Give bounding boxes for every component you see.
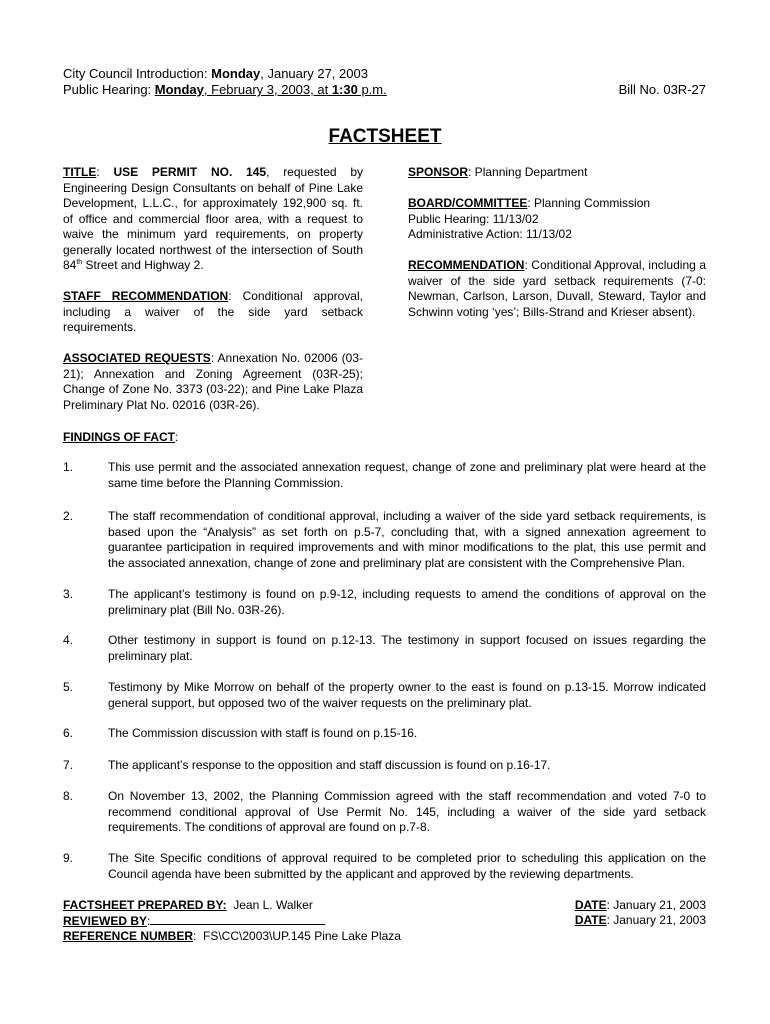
title-separator: : xyxy=(96,165,114,179)
finding-item xyxy=(63,633,706,664)
document-title: FACTSHEET xyxy=(328,126,442,147)
hearing-time: 1:30 xyxy=(331,82,358,97)
associated-requests-paragraph xyxy=(63,351,363,413)
recommendation-label: RECOMMENDATION xyxy=(408,258,525,272)
finding-number: 1. xyxy=(63,460,74,474)
finding-number: 5. xyxy=(63,680,74,694)
reviewed-by-colon: : xyxy=(147,914,151,928)
finding-number: 8. xyxy=(63,789,74,803)
findings-colon: : xyxy=(175,430,179,444)
finding-item xyxy=(63,758,706,774)
sponsor-text: : Planning Department xyxy=(468,165,588,179)
staff-recommendation-label: STAFF RECOMMENDATION xyxy=(63,289,229,303)
bill-number: Bill No. 03R-27 xyxy=(618,82,706,97)
finding-number: 2. xyxy=(63,509,74,523)
prepared-by-name: Jean L. Walker xyxy=(226,898,313,912)
findings-label: FINDINGS OF FACT xyxy=(63,430,175,444)
prepared-date xyxy=(575,898,706,914)
finding-item xyxy=(63,726,706,742)
finding-item xyxy=(63,509,706,571)
intro-day: Monday xyxy=(211,66,261,81)
reviewed-by-line xyxy=(63,913,706,930)
hearing-ampm: p.m. xyxy=(357,82,387,97)
board-paragraph xyxy=(408,196,706,243)
ordinal-suffix: th xyxy=(76,259,83,266)
finding-text: The applicant’s testimony is found on p.9-12, including requests to amend the conditions of approval on the preliminary plat (Bill No. 03R-26). xyxy=(108,587,706,617)
finding-text: Testimony by Mike Morrow on behalf of the property owner to the east is found on p.13-15. Morrow indicated general support, but opposed two of the waiver requests on the preliminary plat. xyxy=(108,680,706,710)
finding-text: The applicant’s response to the opposition and staff discussion is found on p.16-17. xyxy=(108,758,551,772)
findings-of-fact-heading xyxy=(63,430,178,444)
associated-requests-label: ASSOCIATED REQUESTS xyxy=(63,351,211,365)
date-value: : January 21, 2003 xyxy=(606,913,706,927)
date-label: DATE xyxy=(574,898,607,912)
finding-text: Other testimony in support is found on p.12-13. The testimony in support focused on issues regarding the preliminary plat. xyxy=(108,633,706,663)
reference-number-label: REFERENCE NUMBER xyxy=(63,929,194,943)
council-introduction-line xyxy=(63,66,368,82)
finding-number: 3. xyxy=(63,587,74,601)
date-value: : January 21, 2003 xyxy=(606,898,706,912)
title-text: , requested by Engineering Design Consultants on behalf of Pine Lake Development, L.L.C., for approximately 192,900 sq. ft. of office and commercial floor area, with a request to waive the minimum yard requirements, on property generally located northwest of the intersection of South 84 xyxy=(63,165,363,272)
hearing-date-underlined xyxy=(155,82,387,97)
finding-text: This use permit and the associated annexation request, change of zone and preliminary plat were heard at the same time before the Planning Commission. xyxy=(108,460,706,490)
reviewed-by-signature-line xyxy=(150,913,325,925)
right-column xyxy=(408,165,706,336)
finding-number: 6. xyxy=(63,726,74,740)
title-label: TITLE xyxy=(63,165,97,179)
finding-item xyxy=(63,587,706,618)
reviewed-by-label: REVIEWED BY xyxy=(63,914,148,928)
title-end: Street and Highway 2. xyxy=(82,258,204,272)
left-column xyxy=(63,165,363,429)
title-paragraph xyxy=(63,165,363,274)
recommendation-paragraph xyxy=(408,258,706,320)
prepared-by-label: FACTSHEET PREPARED BY: xyxy=(63,898,227,912)
finding-item xyxy=(63,680,706,711)
date-label: DATE xyxy=(574,913,607,927)
recommendation-text: : Conditional Approval, including a waiver of the side yard setback requirements (7-0: Newman, Carlson, Larson, Duvall, Steward, Taylor and Schwinn voting ‘yes’; Bills-Strand and Krieser absent). xyxy=(408,258,706,319)
board-committee-text: : Planning Commission xyxy=(527,196,651,210)
staff-recommendation-text: : Conditional approval, including a waiver of the side yard setback requirements. xyxy=(63,289,363,334)
intro-label: City Council Introduction: xyxy=(63,66,212,81)
use-permit-number: USE PERMIT NO. 145 xyxy=(113,165,267,179)
finding-item xyxy=(63,851,706,882)
hearing-label: Public Hearing: xyxy=(63,82,155,97)
finding-number: 7. xyxy=(63,758,74,772)
finding-text: The Site Specific conditions of approval required to be completed prior to scheduling this application on the Council agenda have been submitted by the applicant and approved by the reviewing departments. xyxy=(108,851,706,881)
public-hearing-line xyxy=(63,82,387,98)
board-committee-label: BOARD/COMMITTEE xyxy=(408,196,528,210)
sponsor-paragraph xyxy=(408,165,706,181)
associated-requests-text: : Annexation No. 02006 (03-21); Annexation and Zoning Agreement (03R-25); Change of Zone No. 3373 (03-22); and Pine Lake Plaza Preliminary Plat No. 02016 (03R-26). xyxy=(63,351,364,412)
board-administrative-action: Administrative Action: 11/13/02 xyxy=(408,227,572,241)
sponsor-label: SPONSOR xyxy=(408,165,469,179)
reviewed-date xyxy=(575,913,706,929)
hearing-date: , February 3, 2003, at xyxy=(203,82,332,97)
reference-number-text: : FS\CC\2003\UP.145 Pine Lake Plaza xyxy=(193,929,401,943)
finding-number: 4. xyxy=(63,633,74,647)
finding-text: The Commission discussion with staff is found on p.15-16. xyxy=(108,726,418,740)
finding-text: The staff recommendation of conditional approval, including a waiver of the side yard setback requirements, is based upon the “Analysis” as set forth on p.5-7, concluding that, with a signed annexation agreement to guarantee participation in required improvements and with minor modifications to the plat, this use permit and the associated annexation, change of zone and preliminary plat are consistent with the Comprehensive Plan. xyxy=(108,509,706,570)
finding-item xyxy=(63,789,706,836)
hearing-day: Monday xyxy=(154,82,204,97)
board-public-hearing: Public Hearing: 11/13/02 xyxy=(408,211,539,226)
reference-number-line xyxy=(63,929,706,945)
staff-recommendation-paragraph xyxy=(63,289,363,336)
prepared-by-line xyxy=(63,898,706,914)
finding-item xyxy=(63,460,706,491)
finding-text: On November 13, 2002, the Planning Commission agreed with the staff recommendation and voted 7-0 to recommend conditional approval of Use Permit No. 145, including a waiver of the side yard setback requirements. The conditions of approval are found on p.7-8. xyxy=(108,789,706,834)
intro-date: , January 27, 2003 xyxy=(260,66,368,81)
finding-number: 9. xyxy=(63,851,74,865)
